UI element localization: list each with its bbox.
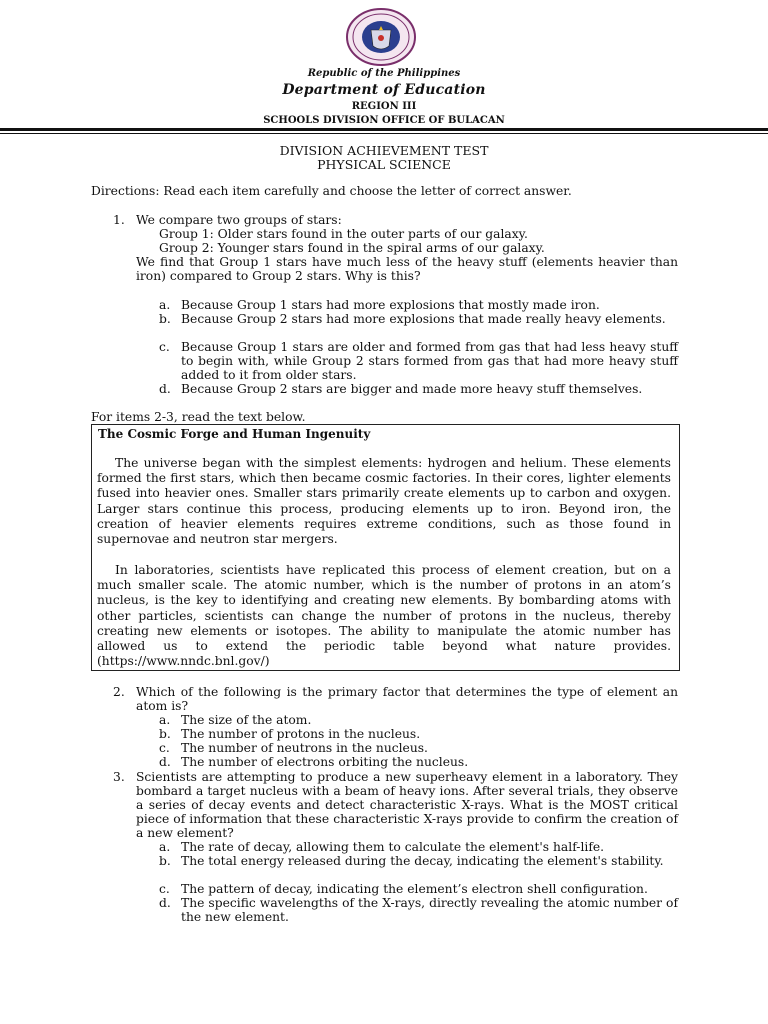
- q2-stem: Which of the following is the primary factor that determines the type of element an atom is?: [136, 685, 678, 713]
- q2-choice-b-letter: b.: [159, 727, 171, 741]
- q3-choice-a-letter: a.: [159, 840, 171, 854]
- passage-paragraph-1: The universe began with the simplest elements: hydrogen and helium. These elements formed the first stars, which then became cosmic factories. In their cores, lighter elements fused into heavier ones. Smaller stars primarily create elements up to carbon and oxygen. Larger stars continue this process, producing elements up to iron. Beyond iron, the creation of heavier elements requires extreme conditions, such as those found in supernovae and neutron star mergers.: [97, 456, 671, 547]
- q2-choice-a[interactable]: The size of the atom.: [181, 713, 312, 727]
- directions: Directions: Read each item carefully and choose the letter of correct answer.: [91, 184, 572, 198]
- q1-number: 1.: [113, 213, 125, 227]
- q3-stem: Scientists are attempting to produce a new superheavy element in a laboratory. They bombard a target nucleus with a beam of heavy ions. After several trials, they observe a series of decay events and detect characteristic X-rays. What is the MOST critical piece of information that these characteristic X-rays provide to confirm the creation of a new element?: [136, 770, 678, 840]
- q1-choice-c[interactable]: Because Group 1 stars are older and formed from gas that had less heavy stuff to begin with, while Group 2 stars formed from gas that had more heavy stuff added to it from older stars.: [181, 340, 678, 382]
- republic-heading: Republic of the Philippines: [307, 68, 461, 79]
- q2-number: 2.: [113, 685, 125, 699]
- q3-choice-c[interactable]: The pattern of decay, indicating the element’s electron shell configuration.: [181, 882, 648, 896]
- q1-choice-a-letter: a.: [159, 298, 171, 312]
- q3-choice-a[interactable]: The rate of decay, allowing them to calculate the element's half-life.: [181, 840, 605, 854]
- header-divider-thin: [0, 133, 768, 134]
- passage-intro: For items 2-3, read the text below.: [91, 410, 306, 424]
- division-office-heading: SCHOOLS DIVISION OFFICE OF BULACAN: [263, 115, 505, 126]
- q1-choice-b[interactable]: Because Group 2 stars had more explosions that made really heavy elements.: [181, 312, 666, 326]
- q1-choice-b-letter: b.: [159, 312, 171, 326]
- q1-group1: Group 1: Older stars found in the outer parts of our galaxy.: [159, 227, 528, 241]
- q3-number: 3.: [113, 770, 125, 784]
- test-subject: PHYSICAL SCIENCE: [317, 157, 451, 172]
- q3-choice-b[interactable]: The total energy released during the decay, indicating the element's stability.: [181, 854, 664, 868]
- q1-group2: Group 2: Younger stars found in the spiral arms of our galaxy.: [159, 241, 545, 255]
- q2-choice-d[interactable]: The number of electrons orbiting the nucleus.: [181, 755, 469, 769]
- region-heading: REGION III: [351, 101, 417, 112]
- q3-choice-d[interactable]: The specific wavelengths of the X-rays, directly revealing the atomic number of the new element.: [181, 896, 678, 924]
- q2-choice-d-letter: d.: [159, 755, 171, 769]
- test-title: DIVISION ACHIEVEMENT TEST: [279, 143, 489, 158]
- q3-choice-c-letter: c.: [159, 882, 170, 896]
- passage-paragraph-2: In laboratories, scientists have replicated this process of element creation, but on a much smaller scale. The atomic number, which is the number of protons in an atom’s nucleus, is the key to identifying and creating new elements. By bombarding atoms with other particles, scientists can change the number of protons in the nucleus, thereby creating new elements or isotopes. The ability to manipulate the atomic number has allowed us to extend the periodic table beyond what nature provides. (https://www.nndc.bnl.gov/): [97, 563, 671, 669]
- q1-stem-intro: We compare two groups of stars:: [136, 213, 342, 227]
- deped-seal-icon: [344, 8, 418, 66]
- q1-choice-a[interactable]: Because Group 1 stars had more explosions that mostly made iron.: [181, 298, 600, 312]
- q3-choice-b-letter: b.: [159, 854, 171, 868]
- q1-stem: We find that Group 1 stars have much less of the heavy stuff (elements heavier than iron) compared to Group 2 stars. Why is this?: [136, 255, 678, 283]
- department-heading: Department of Education: [282, 82, 486, 98]
- q2-choice-b[interactable]: The number of protons in the nucleus.: [181, 727, 421, 741]
- q2-choice-c-letter: c.: [159, 741, 170, 755]
- q1-choice-d[interactable]: Because Group 2 stars are bigger and made more heavy stuff themselves.: [181, 382, 643, 396]
- passage-title: The Cosmic Forge and Human Ingenuity: [98, 427, 371, 441]
- q2-choice-a-letter: a.: [159, 713, 171, 727]
- q3-choice-d-letter: d.: [159, 896, 171, 910]
- q1-choice-d-letter: d.: [159, 382, 171, 396]
- q1-choice-c-letter: c.: [159, 340, 170, 354]
- q2-choice-c[interactable]: The number of neutrons in the nucleus.: [181, 741, 428, 755]
- header-divider-thick: [0, 128, 768, 131]
